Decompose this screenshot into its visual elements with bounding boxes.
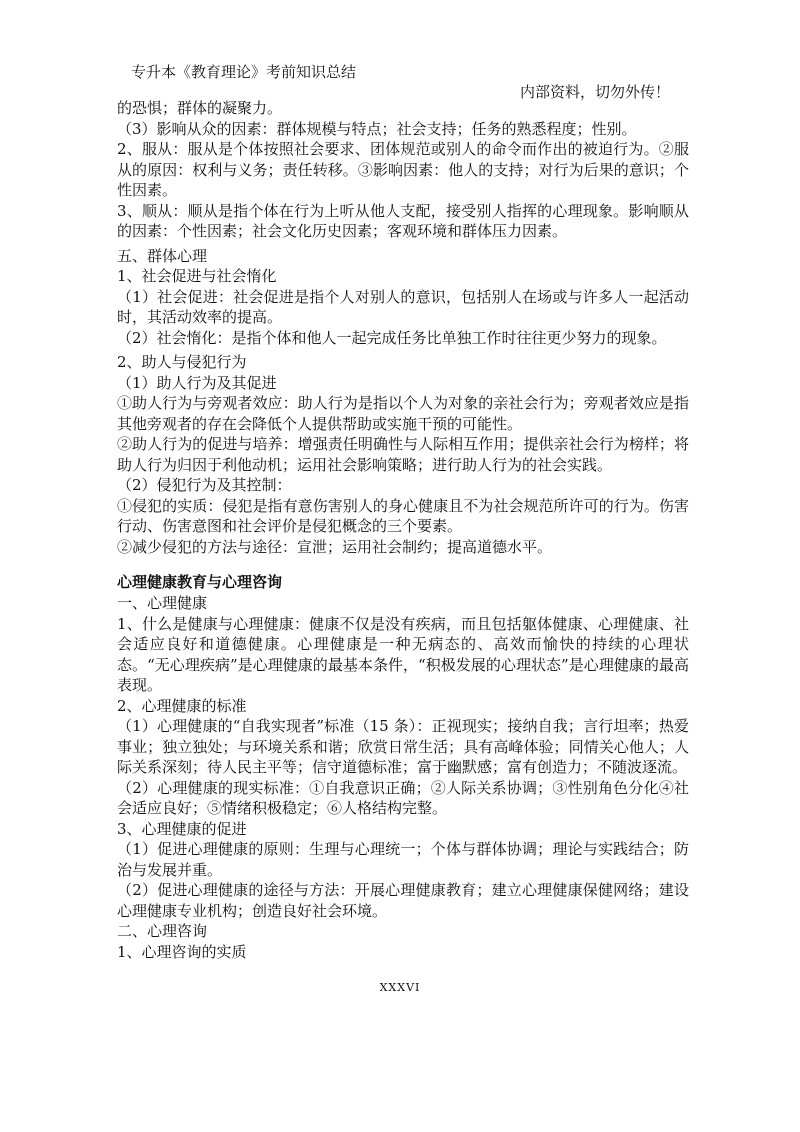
paragraph: 1、心理咨询的实质 <box>117 942 247 961</box>
paragraph: 1、什么是健康与心理健康：健康不仅是没有疾病，而且包括躯体健康、心理健康、社会适应良好和道德健康。心理健康是一种无病态的、高效而愉快的持续的心理状态。“无心理疾病”是心理健康的最基本条件，“积极发展的心理状态”是心理健康的最高表现。 <box>117 614 689 694</box>
paragraph: （1）促进心理健康的原则：生理与心理统一；个体与群体协调；理论与实践结合；防治与发展并重。 <box>117 840 689 879</box>
paragraph: （1）助人行为及其促进 <box>117 373 277 392</box>
paragraph: （2）心理健康的现实标准：①自我意识正确；②人际关系协调；③性别角色分化④社会适应良好；⑤情绪积极稳定；⑥人格结构完整。 <box>117 778 689 817</box>
paragraph: 的恐惧；群体的凝聚力。 <box>117 99 283 117</box>
chapter-heading: 心理健康教育与心理咨询 <box>117 573 283 591</box>
paragraph: ①助人行为与旁观者效应：助人行为是指以个人为对象的亲社会行为；旁观者效应是指其他旁观者的存在会降低个人提供帮助或实施干预的可能性。 <box>117 394 689 433</box>
paragraph: 3、心理健康的促进 <box>117 819 247 838</box>
paragraph: （2）促进心理健康的途径与方法：开展心理健康教育；建立心理健康保健网络；建设心理健康专业机构；创造良好社会环境。 <box>117 881 689 920</box>
paragraph: 2、助人与侵犯行为 <box>117 353 247 371</box>
paragraph: ①侵犯的实质：侵犯是指有意伤害别人的身心健康且不为社会规范所许可的行为。伤害行动、伤害意图和社会评价是侵犯概念的三个要素。 <box>117 496 689 535</box>
paragraph: 1、社会促进与社会惰化 <box>117 267 277 285</box>
paragraph: 3、顺从：顺从是指个体在行为上听从他人支配，接受别人指挥的心理现象。影响顺从的因素：个性因素；社会文化历史因素；客观环境和群体压力因素。 <box>117 201 689 240</box>
section-heading: 五、群体心理 <box>117 246 208 265</box>
header-title: 专升本《教育理论》考前知识总结 <box>131 63 357 81</box>
section-heading: 二、心理咨询 <box>117 922 208 940</box>
paragraph: （1）心理健康的“自我实现者”标准（15 条）：正视现实；接纳自我；言行坦率；热爱事业；独立独处；与环境关系和谐；欣赏日常生活；具有高峰体验；同情关心他人；人际关系深刻；待人民主平等；信守道德标准；富于幽默感；富有创造力；不随波逐流。 <box>117 717 689 776</box>
header-notice: 内部资料，切勿外传！ <box>519 83 670 101</box>
paragraph: （2）社会惰化：是指个体和他人一起完成任务比单独工作时往往更少努力的现象。 <box>117 328 667 347</box>
paragraph: 2、心理健康的标准 <box>117 696 247 715</box>
paragraph: （3）影响从众的因素：群体规模与特点；社会支持；任务的熟悉程度；性别。 <box>117 119 637 138</box>
section-heading: 一、心理健康 <box>117 594 208 612</box>
paragraph: ②减少侵犯的方法与途径：宣泄；运用社会制约；提高道德水平。 <box>117 537 553 556</box>
paragraph: （2）侵犯行为及其控制： <box>117 476 292 494</box>
paragraph: 2、服从：服从是个体按照社会要求、团体规范或别人的命令而作出的被迫行为。②服从的原因：权利与义务；责任转移。③影响因素：他人的支持；对行为后果的意识；个性因素。 <box>117 140 689 199</box>
page-number: XXXVI <box>379 981 421 994</box>
paragraph: ②助人行为的促进与培养：增强责任明确性与人际相互作用；提供亲社会行为榜样；将助人行为归因于利他动机；运用社会影响策略；进行助人行为的社会实践。 <box>117 435 689 474</box>
body-text <box>117 98 689 962</box>
paragraph: （1）社会促进：社会促进是指个人对别人的意识，包括别人在场或与许多人一起活动时，其活动效率的提高。 <box>117 287 689 326</box>
